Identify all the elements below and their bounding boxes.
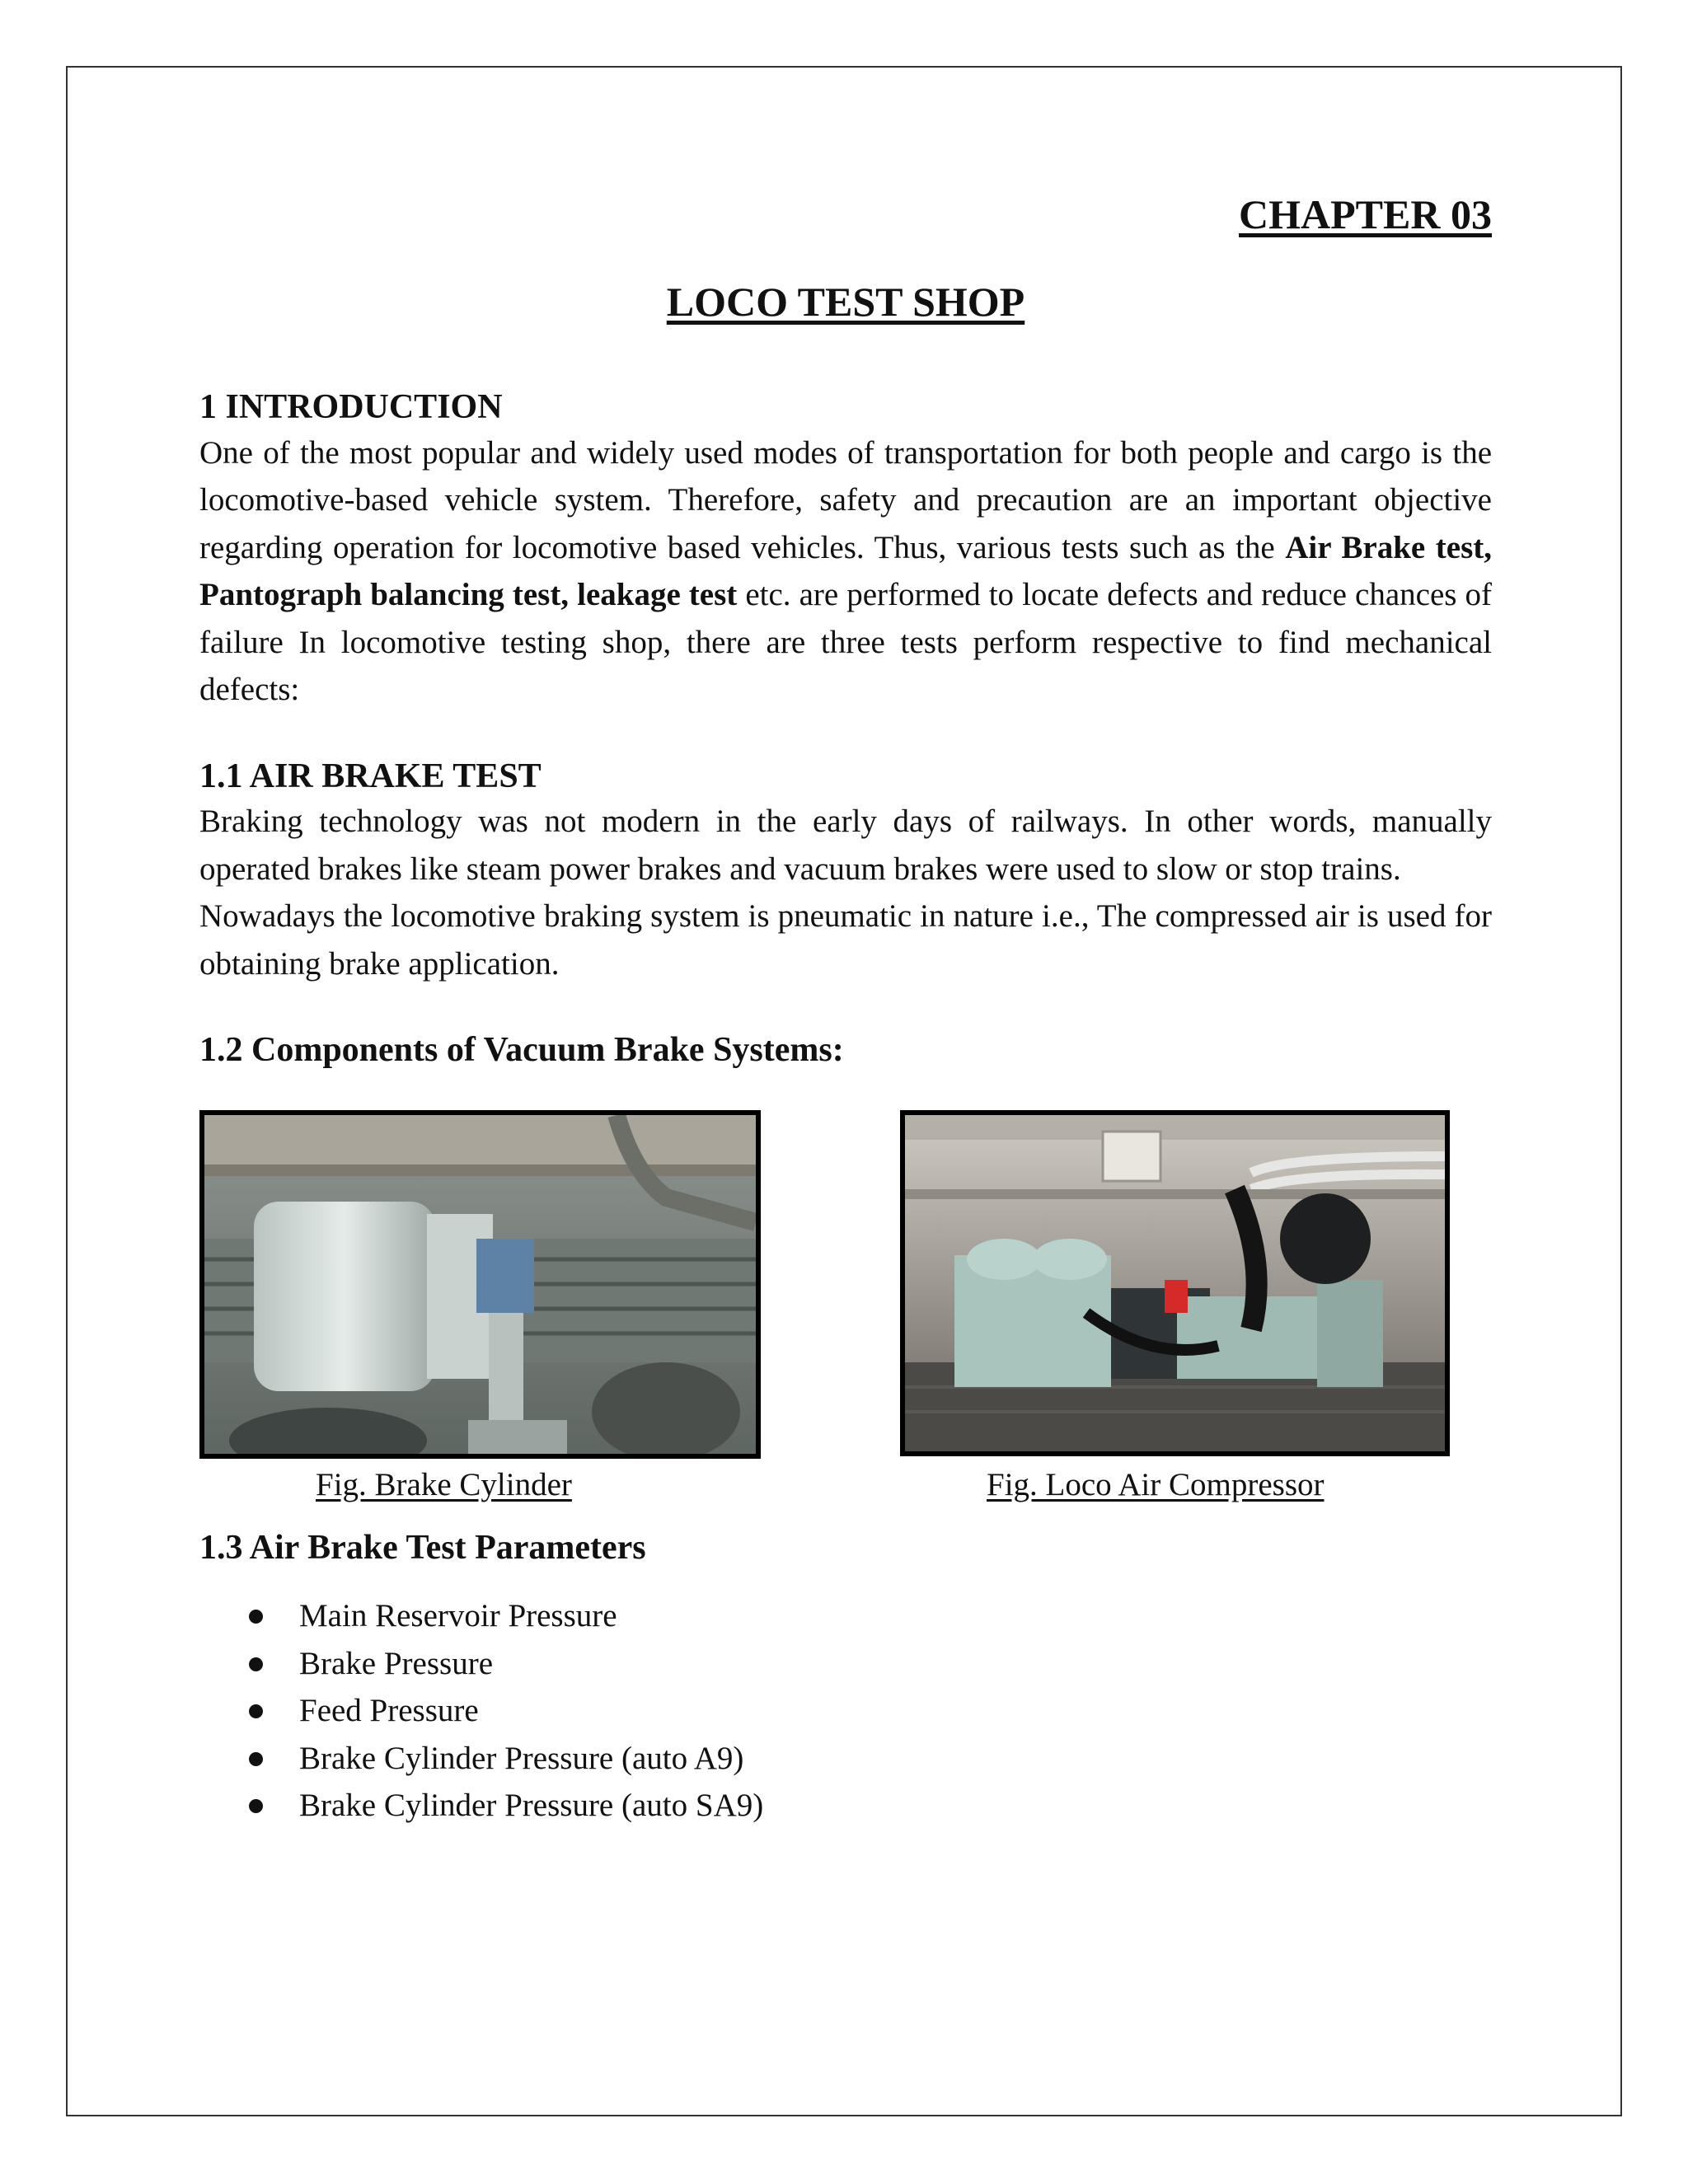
- introduction-text-start: One of the most popular and widely used modes of transportation for both people and cargo is the locomotive-based vehicle system. Therefore, safety and precaution are an important objective regarding operation for locomotive based vehicles. Thus, various tests such as the: [199, 434, 1492, 565]
- bullet-icon: [249, 1610, 263, 1624]
- bullet-icon: [249, 1704, 263, 1718]
- list-item-label: Brake Pressure: [299, 1645, 494, 1681]
- chapter-label: CHAPTER 03: [1239, 191, 1492, 237]
- bullet-icon: [249, 1752, 263, 1766]
- list-item-label: Main Reservoir Pressure: [299, 1598, 617, 1633]
- brake-cylinder-icon: [204, 1115, 756, 1454]
- air-brake-paragraph-1: Braking technology was not modern in the early days of railways. In other words, manually operated brakes like steam power brakes and vacuum brakes were used to slow or stop trains.: [199, 804, 1492, 887]
- section-heading-air-brake-test: 1.1 AIR BRAKE TEST: [199, 757, 542, 795]
- introduction-text-end: etc. are performed to locate defects and reduce chances of failure In locomotive testing shop, there are three tests perform respective to find mechanical defects:: [199, 577, 1492, 707]
- list-item: [249, 1735, 1492, 1783]
- parameters-list: [199, 1592, 1492, 1830]
- list-item: [249, 1687, 1492, 1735]
- section-heading-introduction: 1 INTRODUCTION: [199, 388, 503, 426]
- list-item-label: Feed Pressure: [299, 1693, 479, 1728]
- figures-row: [199, 1110, 1492, 1526]
- document-body: [199, 190, 1492, 1830]
- bullet-icon: [249, 1799, 263, 1813]
- list-item: [249, 1782, 1492, 1830]
- introduction-bold-tests: Air Brake test, Pantograph balancing test, leakage test: [199, 529, 1492, 612]
- document-title: LOCO TEST SHOP: [666, 279, 1025, 325]
- introduction-paragraph: [199, 429, 1492, 714]
- air-brake-paragraph-2: Nowadays the locomotive braking system is pneumatic in nature i.e., The compressed air is used for obtaining brake application.: [199, 898, 1492, 982]
- caption-loco-air-compressor: Fig. Loco Air Compressor: [987, 1466, 1325, 1502]
- figure-brake-cylinder: [199, 1110, 761, 1502]
- air-compressor-photo: [900, 1110, 1450, 1456]
- list-item-label: Brake Cylinder Pressure (auto SA9): [299, 1788, 764, 1823]
- section-heading-parameters: 1.3 Air Brake Test Parameters: [199, 1528, 646, 1567]
- bullet-icon: [249, 1657, 263, 1671]
- caption-brake-cylinder: Fig. Brake Cylinder: [316, 1466, 572, 1502]
- list-item-label: Brake Cylinder Pressure (auto A9): [299, 1740, 744, 1776]
- brake-cylinder-photo: [199, 1110, 761, 1459]
- section-heading-components: 1.2 Components of Vacuum Brake Systems:: [199, 1031, 844, 1069]
- list-item: [249, 1640, 1492, 1688]
- figure-loco-air-compressor: [900, 1110, 1450, 1502]
- air-compressor-icon: [905, 1115, 1445, 1451]
- list-item: [249, 1592, 1492, 1640]
